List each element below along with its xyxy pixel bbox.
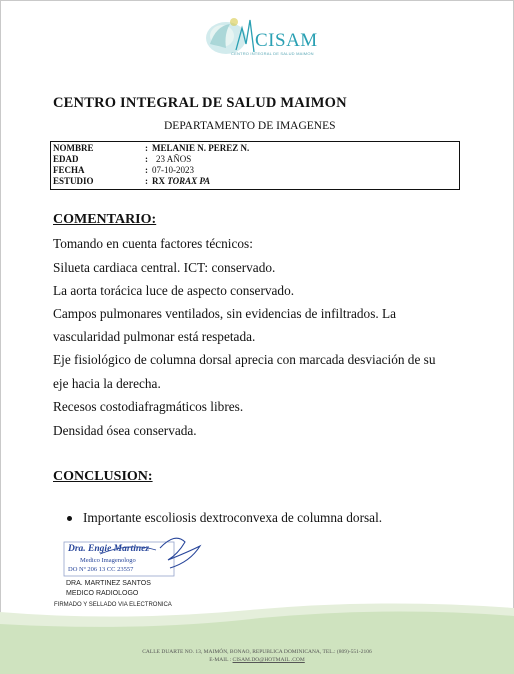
stamp-registration: DO Nº 206 13 CC 23557	[68, 566, 134, 573]
conclusion-item: Importante escoliosis dextroconvexa de columna dorsal.	[83, 510, 383, 525]
study-label: ESTUDIO	[53, 176, 94, 186]
footer-email: E-MAIL : CISAM.DO@HOTMAIL .COM	[209, 657, 305, 663]
study-value: RX TORAX PA	[152, 176, 211, 186]
logo-text: CISAM	[255, 30, 318, 51]
comment-heading: COMENTARIO:	[53, 212, 157, 227]
colon: :	[145, 176, 148, 186]
signer-title: MEDICO RADIOLOGO	[66, 590, 139, 597]
comment-line: Tomando en cuenta factores técnicos:	[53, 236, 253, 251]
comment-line: Campos pulmonares ventilados, sin evidencias de infiltrados. La	[53, 306, 397, 321]
comment-line: vascularidad pulmonar está respetada.	[53, 329, 256, 344]
colon: :	[145, 143, 148, 153]
logo-subtext: CENTRO INTEGRAL DE SALUD MAIMON	[231, 51, 314, 56]
name-label: NOMBRE	[53, 143, 94, 153]
date-label: FECHA	[53, 165, 85, 175]
stamp-name: Dra. Engie Martinez	[68, 544, 150, 554]
signer-name: DRA. MARTINEZ SANTOS	[66, 580, 151, 587]
colon: :	[145, 165, 148, 175]
colon: :	[145, 154, 148, 164]
comment-line: eje hacia la derecha.	[53, 376, 161, 391]
email-link[interactable]: CISAM.DO@HOTMAIL .COM	[232, 657, 305, 663]
bullet-icon	[67, 516, 72, 521]
page-title: CENTRO INTEGRAL DE SALUD MAIMON	[53, 95, 347, 111]
comment-line: La aorta torácica luce de aspecto conservado.	[53, 283, 295, 298]
department-title: DEPARTAMENTO DE IMAGENES	[164, 120, 336, 132]
date-value: 07-10-2023	[152, 165, 194, 175]
comment-line: Eje fisiológico de columna dorsal aprecia con marcada desviación de su	[53, 352, 436, 367]
signature-note: FIRMADO Y SELLADO VIA ELECTRONICA	[54, 602, 172, 608]
signature-stamp	[60, 532, 210, 582]
age-label: EDAD	[53, 154, 79, 164]
name-value: MELANIE N. PEREZ N.	[152, 143, 250, 153]
comment-line: Silueta cardiaca central. ICT: conservado.	[53, 260, 276, 275]
comment-line: Densidad ósea conservada.	[53, 423, 197, 438]
stamp-role: Medico Imagenologo	[80, 557, 136, 564]
comment-line: Recesos costodiafragmáticos libres.	[53, 399, 244, 414]
age-value: 23 AÑOS	[156, 154, 192, 164]
footer-address: CALLE DUARTE NO. 13, MAIMÓN, BONAO, REPUBLICA DOMINICANA, TEL.: (809)-551-2106	[142, 649, 372, 655]
patient-info-box	[50, 141, 460, 190]
conclusion-heading: CONCLUSION:	[53, 469, 153, 484]
